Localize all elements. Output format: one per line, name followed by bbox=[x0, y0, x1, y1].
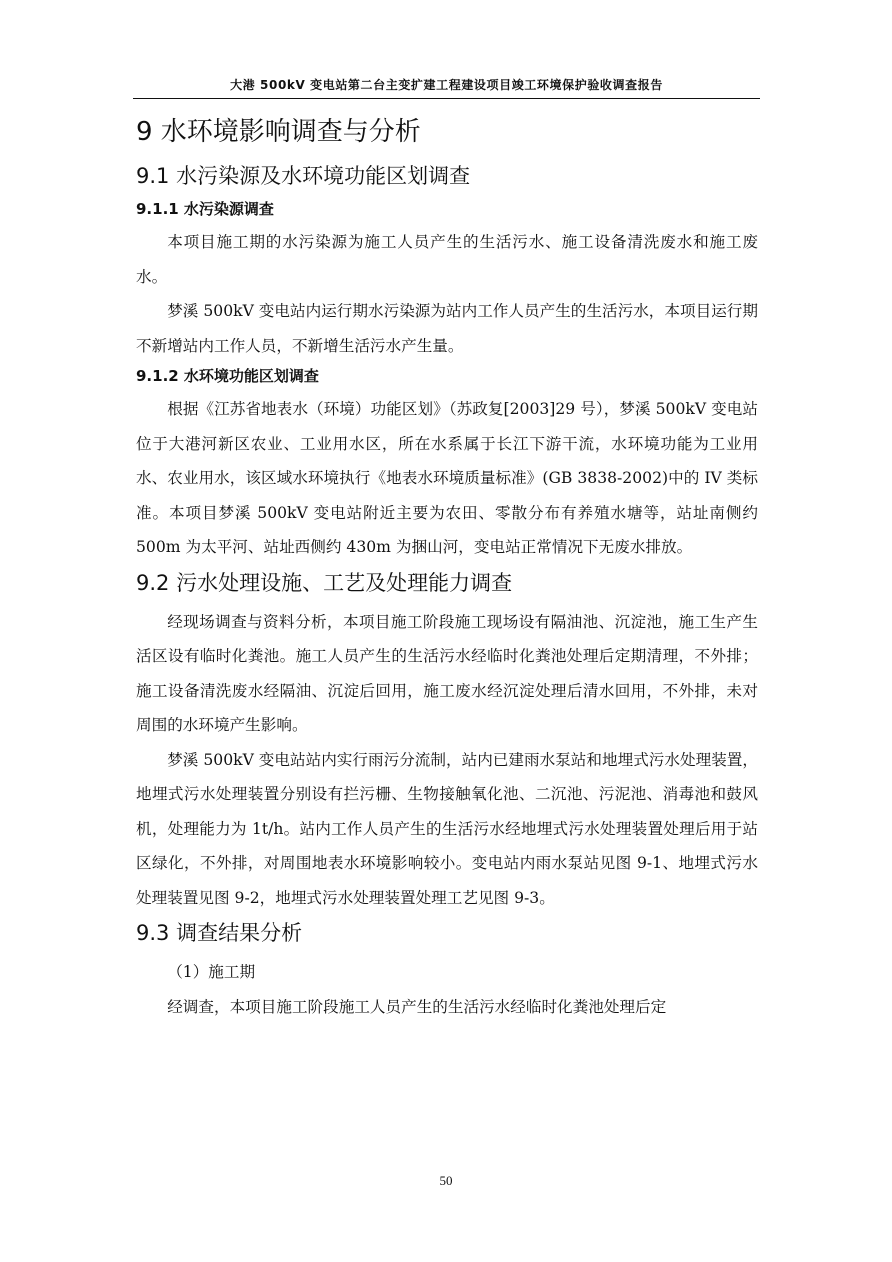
subsection-9-1-2-title: 9.1.2 水环境功能区划调查 bbox=[136, 367, 319, 385]
section-9-2-title: 9.2 污水处理设施、工艺及处理能力调查 bbox=[136, 570, 513, 595]
paragraph: 本项目施工期的水污染源为施工人员产生的生活污水、施工设备清洗废水和施工废水。 bbox=[136, 233, 758, 286]
section-9-1-title: 9.1 水污染源及水环境功能区划调查 bbox=[136, 164, 471, 188]
page-header: 大港 500kV 变电站第二台主变扩建工程建设项目竣工环境保护验收调查报告 bbox=[230, 78, 663, 92]
page-number: 50 bbox=[439, 1173, 453, 1188]
header-divider bbox=[133, 98, 760, 99]
chapter-title: 9 水环境影响调查与分析 bbox=[136, 117, 421, 147]
section-9-3-title: 9.3 调查结果分析 bbox=[136, 921, 303, 945]
paragraph: 根据《江苏省地表水（环境）功能区划》（苏政复[2003]29 号），梦溪 500kV 变电站位于大港河新区农业、工业用水区，所在水系属于长江下游干流，水环境功能为工业用水、农业用水，该区域水环境执行《地表水环境质量标准》(GB 3838-2002)中的 IV 类标准。本项目梦溪 500kV 变电站附近主要为农田、零散分布有养殖水塘等，站址南侧约 500m 为太平河、站址西侧约 430m 为捆山河，变电站正常情况下无废水排放。 bbox=[136, 400, 758, 556]
paragraph: 梦溪 500kV 变电站内运行期水污染源为站内工作人员产生的生活污水，本项目运行期不新增站内工作人员，不新增生活污水产生量。 bbox=[136, 302, 758, 355]
list-item-construction-period: （1）施工期 bbox=[167, 963, 256, 981]
page-body bbox=[136, 112, 758, 1024]
paragraph: 经调查，本项目施工阶段施工人员产生的生活污水经临时化粪池处理后定 bbox=[167, 997, 667, 1016]
paragraph: 经现场调查与资料分析，本项目施工阶段施工现场设有隔油池、沉淀池，施工生产生活区设有临时化粪池。施工人员产生的生活污水经临时化粪池处理后定期清理，不外排；施工设备清洗废水经隔油、沉淀后回用，施工废水经沉淀处理后清水回用，不外排，未对周围的水环境产生影响。 bbox=[136, 612, 758, 734]
paragraph: 梦溪 500kV 变电站站内实行雨污分流制，站内已建雨水泵站和地埋式污水处理装置，地埋式污水处理装置分别设有拦污栅、生物接触氧化池、二沉池、污泥池、消毒池和鼓风机，处理能力为 1t/h。站内工作人员产生的生活污水经地埋式污水处理装置处理后用于站区绿化，不外排，对周围地表水环境影响较小。变电站内雨水泵站见图 9-1、地埋式污水处理装置见图 9-2，地埋式污水处理装置处理工艺见图 9-3。 bbox=[136, 750, 758, 907]
subsection-9-1-1-title: 9.1.1 水污染源调查 bbox=[136, 200, 274, 218]
